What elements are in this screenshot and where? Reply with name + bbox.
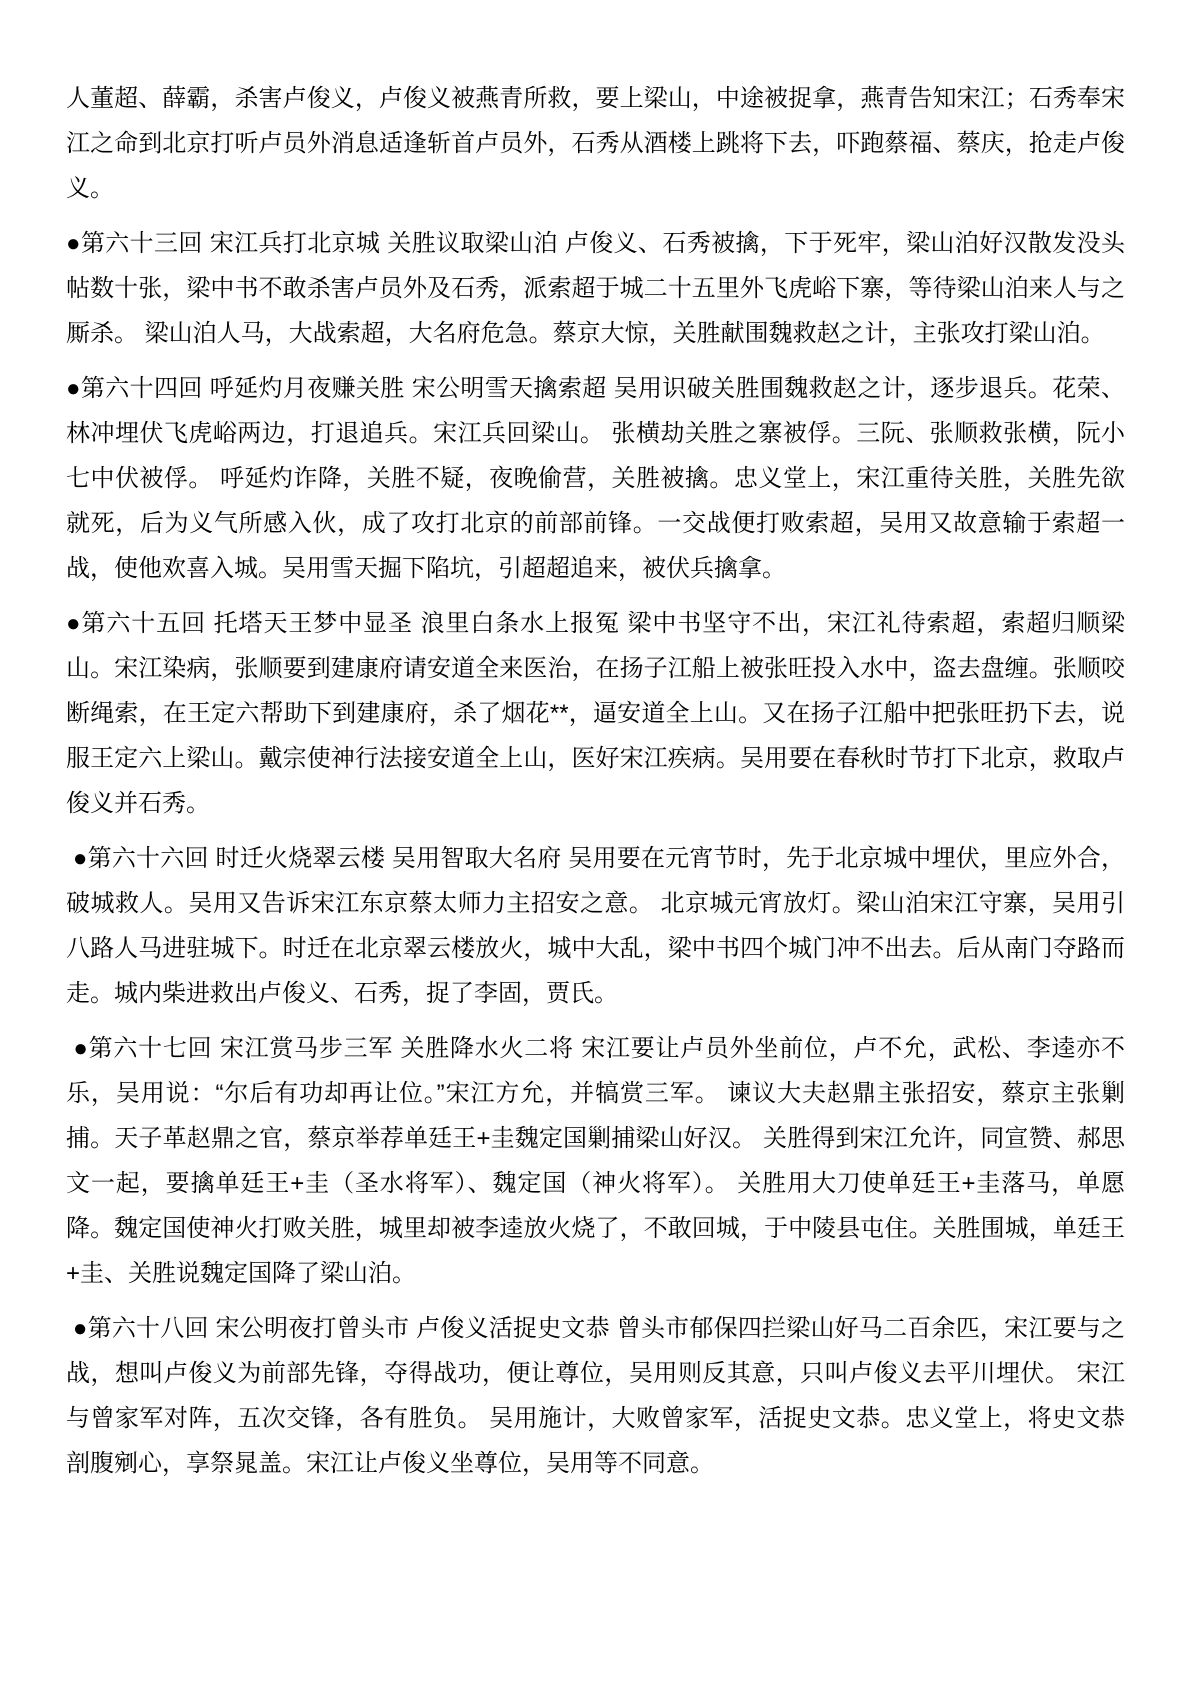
paragraph-chapter-64: ●第六十四回 呼延灼月夜赚关胜 宋公明雪天擒索超 吴用识破关胜围魏救赵之计，逐步退兵。花荣、林冲埋伏飞虎峪两边，打退追兵。宋江兵回梁山。 张横劫关胜之寨被俘。三阮、张顺救张横，阮小七中伏被俘。 呼延灼诈降，关胜不疑，夜晚偷营，关胜被擒。忠义堂上，宋江重待关胜，关胜先欲就死，后为义气所感入伙，成了攻打北京的前部前锋。一交战便打败索超，吴用又故意输于索超一战，使他欢喜入城。吴用雪天掘下陷坑，引超超追来，被伏兵擒拿。 [66, 375, 1125, 582]
paragraph-chapter-66: ●第六十六回 时迁火烧翠云楼 吴用智取大名府 吴用要在元宵节时，先于北京城中埋伏，里应外合，破城救人。吴用又告诉宋江东京蔡太师力主招安之意。 北京城元宵放灯。梁山泊宋江守寨，吴用引八路人马进驻城下。时迁在北京翠云楼放火，城中大乱，梁中书四个城门冲不出去。后从南门夺路而走。城内柴进救出卢俊义、石秀，捉了李固，贾氏。 [66, 845, 1126, 1007]
paragraph-chapter-67: ●第六十七回 宋江赏马步三军 关胜降水火二将 宋江要让卢员外坐前位，卢不允，武松、李逵亦不乐，吴用说：“尔后有功却再让位。”宋江方允，并犒赏三军。 谏议大夫赵鼎主张招安，蔡京主张剿捕。天子革赵鼎之官，蔡京举荐单廷王+圭魏定国剿捕梁山好汉。 关胜得到宋江允许，同宣赞、郝思文一起，要擒单廷王+圭（圣水将军）、魏定国（神火将军）。 关胜用大刀使单廷王+圭落马，单愿降。魏定国使神火打败关胜，城里却被李逵放火烧了，不敢回城，于中陵县屯住。关胜围城，单廷王+圭、关胜说魏定国降了梁山泊。 [66, 1035, 1125, 1287]
paragraph-continuation: 人董超、薛霸，杀害卢俊义，卢俊义被燕青所救，要上梁山，中途被捉拿，燕青告知宋江；石秀奉宋江之命到北京打听卢员外消息适逢斩首卢员外，石秀从酒楼上跳将下去，吓跑蔡福、蔡庆，抢走卢俊义。 [66, 85, 1125, 202]
paragraph-chapter-63: ●第六十三回 宋江兵打北京城 关胜议取梁山泊 卢俊义、石秀被擒，下于死牢，梁山泊好汉散发没头帖数十张，梁中书不敢杀害卢员外及石秀，派索超于城二十五里外飞虎峪下寨，等待梁山泊来人与之厮杀。 梁山泊人马，大战索超，大名府危急。蔡京大惊，关胜献围魏救赵之计，主张攻打梁山泊。 [66, 230, 1125, 347]
paragraph-chapter-68: ●第六十八回 宋公明夜打曾头市 卢俊义活捉史文恭 曾头市郁保四拦梁山好马二百余匹，宋江要与之战，想叫卢俊义为前部先锋，夺得战功，便让尊位，吴用则反其意，只叫卢俊义去平川埋伏。 宋江与曾家军对阵，五次交锋，各有胜负。 吴用施计，大败曾家军，活捉史文恭。忠义堂上，将史文恭剖腹剜心，享祭晁盖。宋江让卢俊义坐尊位，吴用等不同意。 [66, 1315, 1126, 1477]
paragraph-chapter-65: ●第六十五回 托塔天王梦中显圣 浪里白条水上报冤 梁中书坚守不出，宋江礼待索超，索超归顺梁山。宋江染病，张顺要到建康府请安道全来医治，在扬子江船上被张旺投入水中，盗去盘缠。张顺咬断绳索，在王定六帮助下到建康府，杀了烟花**，逼安道全上山。又在扬子江船中把张旺扔下去，说服王定六上梁山。戴宗使神行法接安道全上山，医好宋江疾病。吴用要在春秋时节打下北京，救取卢俊义并石秀。 [66, 610, 1125, 817]
